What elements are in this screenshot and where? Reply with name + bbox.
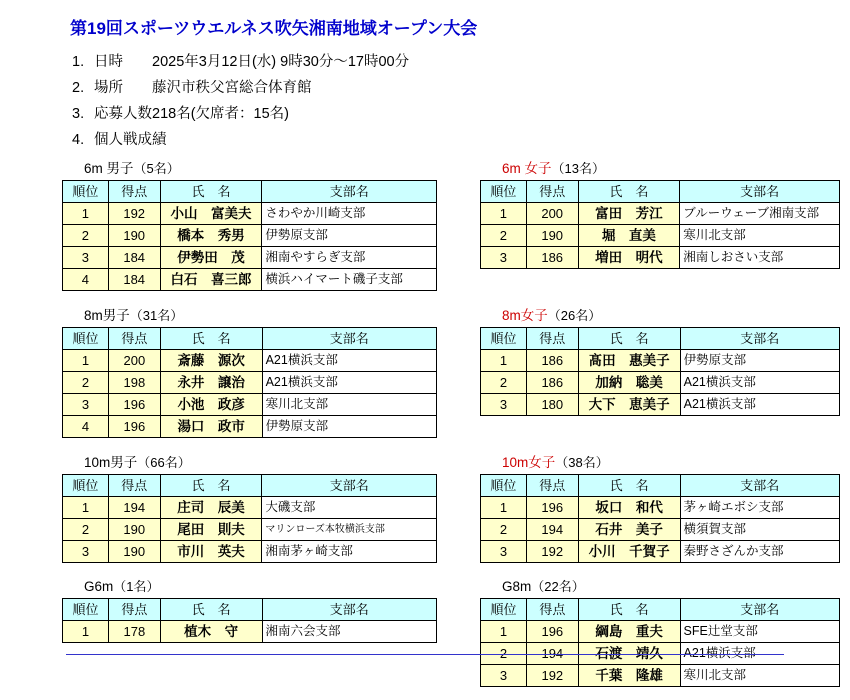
cell-score: 194 — [526, 643, 578, 665]
table-row — [481, 519, 840, 541]
cell-name: 植木 守 — [160, 621, 262, 643]
info-value: 218名(欠席者：15名) — [152, 105, 289, 122]
cell-name: 千葉 隆雄 — [578, 665, 680, 687]
category-count: （22名） — [531, 579, 585, 594]
info-label: 場所 — [94, 79, 123, 96]
category-name: 8m女子 — [502, 308, 548, 323]
result-block — [62, 451, 437, 563]
category-heading — [480, 304, 840, 327]
cell-branch: 湘南やすらぎ支部 — [262, 247, 437, 269]
cell-score: 194 — [108, 497, 160, 519]
column-header-score: 得点 — [108, 599, 160, 621]
cell-score: 190 — [526, 225, 578, 247]
column-header-rank: 順位 — [481, 181, 527, 203]
cell-rank: 2 — [481, 372, 527, 394]
cell-name: 庄司 辰美 — [160, 497, 262, 519]
table-row — [481, 247, 840, 269]
column-header-score: 得点 — [108, 181, 160, 203]
info-value: 藤沢市秩父宮総合体育館 — [152, 79, 312, 96]
column-header-branch: 支部名 — [262, 599, 436, 621]
category-name: 6m 女子 — [502, 161, 552, 176]
table-row — [63, 203, 437, 225]
column-header-branch: 支部名 — [680, 181, 840, 203]
cell-score: 198 — [108, 372, 160, 394]
cell-score: 184 — [108, 247, 160, 269]
column-header-score: 得点 — [526, 475, 578, 497]
column-header-name: 氏 名 — [160, 328, 262, 350]
cell-score: 200 — [108, 350, 160, 372]
cell-branch: 湘南六会支部 — [262, 621, 436, 643]
info-item-1 — [0, 47, 850, 73]
cell-score: 196 — [526, 621, 578, 643]
cell-rank: 4 — [63, 416, 109, 438]
cell-branch: A21横浜支部 — [680, 643, 839, 665]
cell-branch: SFE辻堂支部 — [680, 621, 839, 643]
table-row — [63, 394, 437, 416]
cell-rank: 3 — [63, 541, 109, 563]
cell-rank: 1 — [481, 350, 527, 372]
info-number: 4. — [72, 131, 85, 148]
table-row — [481, 665, 840, 687]
table-header-row — [481, 328, 840, 350]
column-header-rank: 順位 — [481, 328, 527, 350]
cell-branch: 横須賀支部 — [680, 519, 840, 541]
cell-rank: 4 — [63, 269, 109, 291]
cell-branch: A21横浜支部 — [262, 350, 436, 372]
cell-name: 市川 英夫 — [160, 541, 262, 563]
cell-rank: 2 — [63, 225, 109, 247]
table-row — [63, 541, 437, 563]
category-count: （26名） — [547, 308, 602, 323]
column-header-name: 氏 名 — [160, 475, 262, 497]
category-name: 10m男子 — [84, 455, 138, 470]
column-header-rank: 順位 — [481, 475, 527, 497]
column-header-rank: 順位 — [63, 328, 109, 350]
cell-branch: 茅ヶ崎エボシ支部 — [680, 497, 840, 519]
info-label: 日時 — [94, 53, 123, 70]
cell-rank: 3 — [63, 394, 109, 416]
table-header-row — [63, 599, 437, 621]
results-table — [62, 474, 437, 563]
cell-rank: 3 — [481, 541, 527, 563]
column-header-branch: 支部名 — [680, 328, 839, 350]
info-item-4 — [0, 125, 850, 151]
category-count: （31名） — [129, 308, 184, 323]
category-heading — [62, 576, 437, 598]
cell-score: 178 — [108, 621, 160, 643]
info-value: 2025年3月12日(水) 9時30分～17時00分 — [152, 53, 410, 70]
result-block — [480, 576, 840, 687]
info-number: 2. — [72, 79, 85, 96]
category-heading — [62, 304, 437, 327]
column-header-branch: 支部名 — [680, 599, 839, 621]
result-block — [62, 576, 437, 687]
cell-name: 湯口 政市 — [160, 416, 262, 438]
cell-rank: 1 — [63, 203, 109, 225]
cell-branch: 寒川北支部 — [262, 394, 436, 416]
results-column-left — [62, 157, 437, 700]
cell-branch: 寒川北支部 — [680, 665, 839, 687]
cell-name: 尾田 則夫 — [160, 519, 262, 541]
table-header-row — [63, 328, 437, 350]
column-header-name: 氏 名 — [160, 599, 262, 621]
cell-score: 190 — [108, 519, 160, 541]
cell-name: 石井 美子 — [578, 519, 680, 541]
cell-name: 永井 譲治 — [160, 372, 262, 394]
cell-branch: 伊勢原支部 — [262, 225, 437, 247]
cell-rank: 3 — [481, 665, 527, 687]
category-count: （5名） — [133, 161, 180, 176]
table-row — [481, 350, 840, 372]
column-header-score: 得点 — [526, 328, 578, 350]
table-row — [63, 372, 437, 394]
table-row — [63, 225, 437, 247]
cell-score: 192 — [526, 541, 578, 563]
table-header-row — [63, 181, 437, 203]
cell-name: 富田 芳江 — [578, 203, 680, 225]
results-table — [480, 180, 840, 269]
column-header-score: 得点 — [108, 475, 160, 497]
column-header-branch: 支部名 — [680, 475, 840, 497]
category-heading — [480, 157, 840, 180]
cell-name: 伊勢田 茂 — [160, 247, 262, 269]
cell-branch: 湘南しおさい支部 — [680, 247, 840, 269]
results-table — [62, 180, 437, 291]
cell-name: 橋本 秀男 — [160, 225, 262, 247]
cell-rank: 3 — [481, 247, 527, 269]
column-header-branch: 支部名 — [262, 181, 437, 203]
info-label: 個人戦成績 — [94, 131, 167, 148]
table-row — [63, 519, 437, 541]
results-table — [480, 327, 840, 416]
cell-name: 加納 聡美 — [578, 372, 680, 394]
table-header-row — [481, 181, 840, 203]
cell-rank: 3 — [63, 247, 109, 269]
cell-name: 石渡 靖久 — [578, 643, 680, 665]
page-title: 第19回スポーツウエルネス吹矢湘南地域オープン大会 — [70, 19, 478, 38]
table-row — [481, 541, 840, 563]
cell-rank: 1 — [63, 497, 109, 519]
table-row — [481, 203, 840, 225]
table-row — [63, 350, 437, 372]
results-table — [480, 598, 840, 687]
table-row — [63, 269, 437, 291]
column-header-name: 氏 名 — [578, 475, 680, 497]
table-row — [63, 497, 437, 519]
cell-branch: 湘南茅ヶ崎支部 — [262, 541, 437, 563]
cell-branch: 寒川北支部 — [680, 225, 840, 247]
table-row — [63, 247, 437, 269]
info-item-3 — [0, 99, 850, 125]
column-header-name: 氏 名 — [578, 599, 680, 621]
table-header-row — [481, 475, 840, 497]
cell-branch: 秦野さざんか支部 — [680, 541, 840, 563]
info-label: 応募人数 — [94, 105, 152, 122]
category-name: 10m女子 — [502, 455, 556, 470]
cell-name: 小池 政彦 — [160, 394, 262, 416]
result-block — [480, 451, 840, 563]
cell-branch: A21横浜支部 — [680, 372, 839, 394]
cell-branch: A21横浜支部 — [262, 372, 436, 394]
cell-rank: 2 — [481, 225, 527, 247]
info-item-2 — [0, 73, 850, 99]
cell-name: 坂口 和代 — [578, 497, 680, 519]
category-heading — [480, 451, 840, 474]
category-count: （1名） — [113, 579, 160, 594]
info-number: 3. — [72, 105, 85, 122]
cell-score: 196 — [108, 394, 160, 416]
cell-branch: ブルーウェーブ湘南支部 — [680, 203, 840, 225]
table-row — [481, 621, 840, 643]
cell-name: 増田 明代 — [578, 247, 680, 269]
table-header-row — [63, 475, 437, 497]
category-name: G8m — [502, 579, 532, 594]
cell-score: 194 — [526, 519, 578, 541]
cell-branch: 大磯支部 — [262, 497, 437, 519]
column-header-branch: 支部名 — [262, 475, 437, 497]
category-count: （13名） — [551, 161, 605, 176]
cell-branch: さわやか川崎支部 — [262, 203, 437, 225]
result-block — [480, 157, 840, 291]
info-number: 1. — [72, 53, 85, 70]
result-block — [62, 304, 437, 438]
category-heading — [480, 576, 840, 598]
column-header-rank: 順位 — [63, 475, 109, 497]
category-heading — [62, 157, 437, 180]
table-row — [63, 621, 437, 643]
column-header-branch: 支部名 — [262, 328, 436, 350]
column-header-name: 氏 名 — [160, 181, 262, 203]
category-heading — [62, 451, 437, 474]
cell-rank: 3 — [481, 394, 527, 416]
column-header-score: 得点 — [526, 181, 578, 203]
table-row — [481, 372, 840, 394]
cell-branch: マリンローズ本牧横浜支部 — [262, 519, 437, 541]
results-table — [480, 474, 840, 563]
cell-score: 186 — [526, 247, 578, 269]
cell-rank: 2 — [481, 643, 527, 665]
results-table — [62, 327, 437, 438]
cell-name: 大下 恵美子 — [578, 394, 680, 416]
results-column-right — [480, 157, 840, 700]
column-header-name: 氏 名 — [578, 181, 680, 203]
cell-score: 190 — [108, 541, 160, 563]
cell-score: 196 — [526, 497, 578, 519]
cell-rank: 1 — [481, 203, 527, 225]
cell-name: 綱島 重夫 — [578, 621, 680, 643]
cell-score: 200 — [526, 203, 578, 225]
cell-branch: 伊勢原支部 — [680, 350, 839, 372]
cell-score: 192 — [526, 665, 578, 687]
table-row — [481, 394, 840, 416]
bottom-divider — [66, 654, 784, 655]
cell-rank: 1 — [63, 350, 109, 372]
column-header-score: 得点 — [526, 599, 578, 621]
cell-name: 小山 富美夫 — [160, 203, 262, 225]
cell-score: 192 — [108, 203, 160, 225]
column-header-score: 得点 — [108, 328, 160, 350]
results-table — [62, 598, 437, 643]
category-name: 8m男子 — [84, 308, 130, 323]
table-row — [63, 416, 437, 438]
cell-rank: 1 — [63, 621, 109, 643]
cell-score: 186 — [526, 350, 578, 372]
category-count: （38名） — [555, 455, 609, 470]
cell-score: 190 — [108, 225, 160, 247]
cell-name: 斎藤 源次 — [160, 350, 262, 372]
table-row — [481, 497, 840, 519]
cell-score: 184 — [108, 269, 160, 291]
column-header-name: 氏 名 — [578, 328, 680, 350]
column-header-rank: 順位 — [63, 181, 109, 203]
event-info-list — [0, 47, 850, 151]
cell-branch: 横浜ハイマート磯子支部 — [262, 269, 437, 291]
table-row — [481, 225, 840, 247]
cell-name: 小川 千賀子 — [578, 541, 680, 563]
cell-rank: 1 — [481, 621, 527, 643]
cell-score: 186 — [526, 372, 578, 394]
cell-rank: 2 — [63, 519, 109, 541]
cell-rank: 2 — [63, 372, 109, 394]
cell-branch: 伊勢原支部 — [262, 416, 436, 438]
column-header-rank: 順位 — [63, 599, 109, 621]
category-count: （66名） — [137, 455, 191, 470]
cell-rank: 1 — [481, 497, 527, 519]
result-block — [62, 157, 437, 291]
cell-name: 堀 直美 — [578, 225, 680, 247]
table-header-row — [481, 599, 840, 621]
cell-score: 196 — [108, 416, 160, 438]
category-name: G6m — [84, 579, 114, 594]
category-name: 6m 男子 — [84, 161, 134, 176]
column-header-rank: 順位 — [481, 599, 527, 621]
cell-name: 髙田 惠美子 — [578, 350, 680, 372]
cell-name: 白石 喜三郎 — [160, 269, 262, 291]
cell-score: 180 — [526, 394, 578, 416]
result-block — [480, 304, 840, 438]
cell-rank: 2 — [481, 519, 527, 541]
cell-branch: A21横浜支部 — [680, 394, 839, 416]
